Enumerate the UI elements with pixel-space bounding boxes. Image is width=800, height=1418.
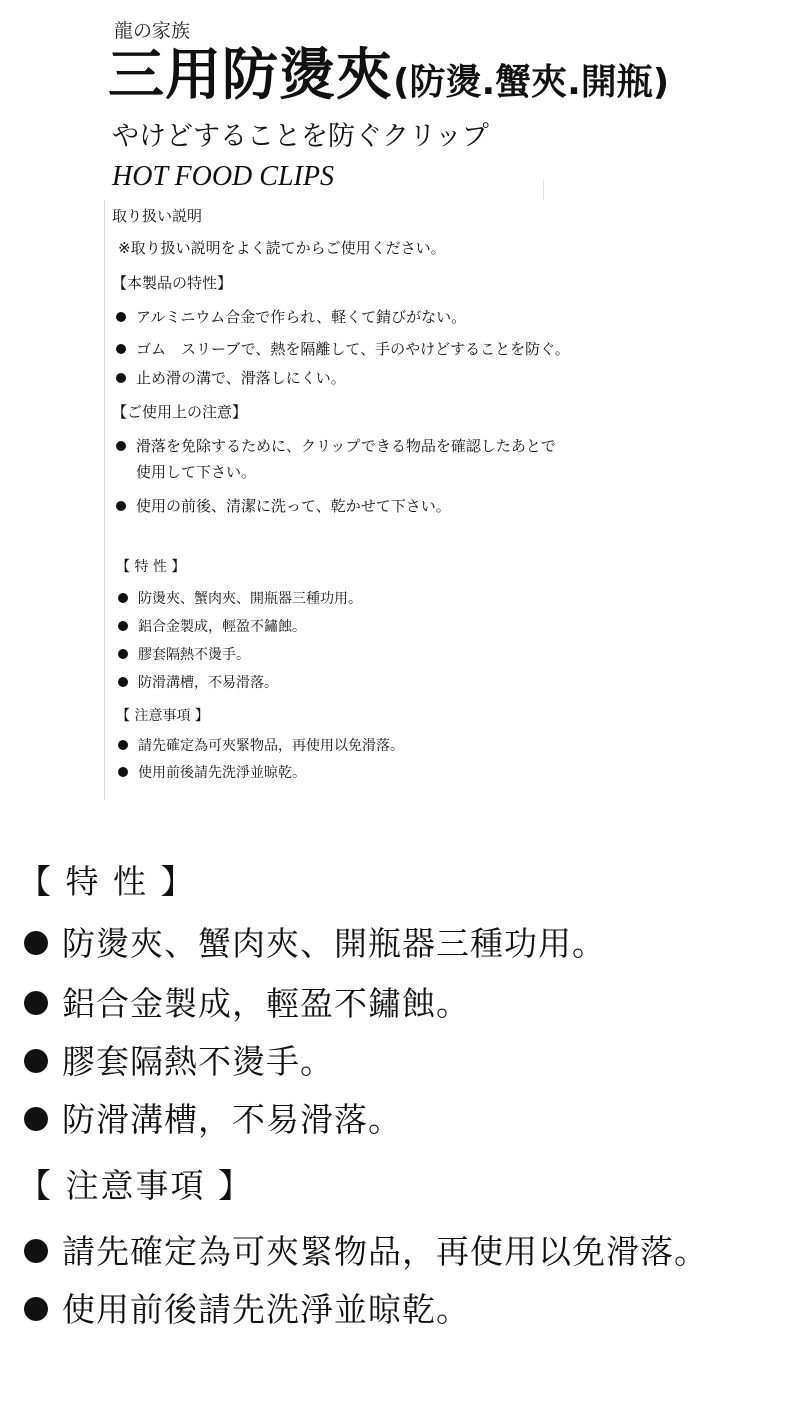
bullet-icon <box>118 649 128 659</box>
brand-name: 龍の家族 <box>114 20 191 42</box>
bullet-icon <box>116 441 126 451</box>
zh-small-feature-item: 膠套隔熱不燙手。 <box>118 645 250 665</box>
bullet-icon <box>24 1239 48 1263</box>
jp-notes-heading: 【ご使用上の注意】 <box>112 403 248 421</box>
subtitle-english: HOT FOOD CLIPS <box>112 161 334 192</box>
zh-large-features-heading: 【 特 性 】 <box>18 862 196 901</box>
jp-note-item: 使用の前後、清潔に洗って、乾かせて下さい。 <box>116 496 451 516</box>
bullet-icon <box>118 767 128 777</box>
jp-feature-item: アルミニウム合金で作られ、軽くて錆びがない。 <box>116 307 466 327</box>
product-title-main: 三用防燙夾 <box>108 43 393 108</box>
zh-small-feature-item: 防燙夾、蟹肉夾、開瓶器三種功用。 <box>118 589 362 609</box>
manual-note: ※取り扱い説明をよく読てからご使用ください。 <box>118 239 446 257</box>
zh-large-note-item: 使用前後請先洗淨並晾乾。 <box>24 1290 470 1330</box>
zh-large-feature-item: 鋁合金製成，輕盈不鏽蝕。 <box>24 984 470 1024</box>
bullet-icon <box>24 1297 48 1321</box>
zh-large-feature-item: 防燙夾、蟹肉夾、開瓶器三種功用。 <box>24 924 606 964</box>
jp-feature-item: ゴム スリーブで、熱を隔離して、手のやけどすることを防ぐ。 <box>116 339 570 359</box>
manual-title: 取り扱い説明 <box>112 207 203 225</box>
zh-small-note-item: 使用前後請先洗淨並晾乾。 <box>118 763 306 783</box>
jp-features-heading: 【本製品の特性】 <box>112 274 233 292</box>
bullet-icon <box>24 931 48 955</box>
jp-note-continuation: 使用して下さい。 <box>136 463 257 481</box>
left-scan-rule <box>104 200 105 800</box>
right-scan-mark <box>543 180 544 200</box>
subtitle-japanese: やけどすることを防ぐクリップ <box>112 121 489 152</box>
zh-large-feature-item: 防滑溝槽，不易滑落。 <box>24 1100 402 1140</box>
bullet-icon <box>116 344 126 354</box>
bullet-icon <box>118 593 128 603</box>
bullet-icon <box>118 677 128 687</box>
zh-small-note-item: 請先確定為可夾緊物品，再使用以免滑落。 <box>118 736 404 756</box>
zh-small-feature-item: 鋁合金製成，輕盈不鏽蝕。 <box>118 617 306 637</box>
zh-large-note-item: 請先確定為可夾緊物品，再使用以免滑落。 <box>24 1232 708 1272</box>
bullet-icon <box>116 312 126 322</box>
product-title <box>108 44 669 115</box>
bullet-icon <box>24 1049 48 1073</box>
zh-small-features-heading: 【 特 性 】 <box>116 559 186 575</box>
zh-small-notes-heading: 【 注意事項 】 <box>116 708 209 724</box>
zh-large-notes-heading: 【 注意事項 】 <box>18 1166 253 1205</box>
bullet-icon <box>118 621 128 631</box>
bullet-icon <box>116 373 126 383</box>
product-title-suffix: (防燙.蟹夾.開瓶) <box>393 62 670 103</box>
jp-note-item: 滑落を免除するために、クリップできる物品を確認したあとで <box>116 436 556 456</box>
bullet-icon <box>118 740 128 750</box>
jp-feature-item: 止め滑の溝で、滑落しにくい。 <box>116 368 346 388</box>
zh-large-feature-item: 膠套隔熱不燙手。 <box>24 1042 334 1082</box>
bullet-icon <box>24 991 48 1015</box>
bullet-icon <box>24 1107 48 1131</box>
zh-small-feature-item: 防滑溝槽，不易滑落。 <box>118 673 278 693</box>
bullet-icon <box>116 501 126 511</box>
